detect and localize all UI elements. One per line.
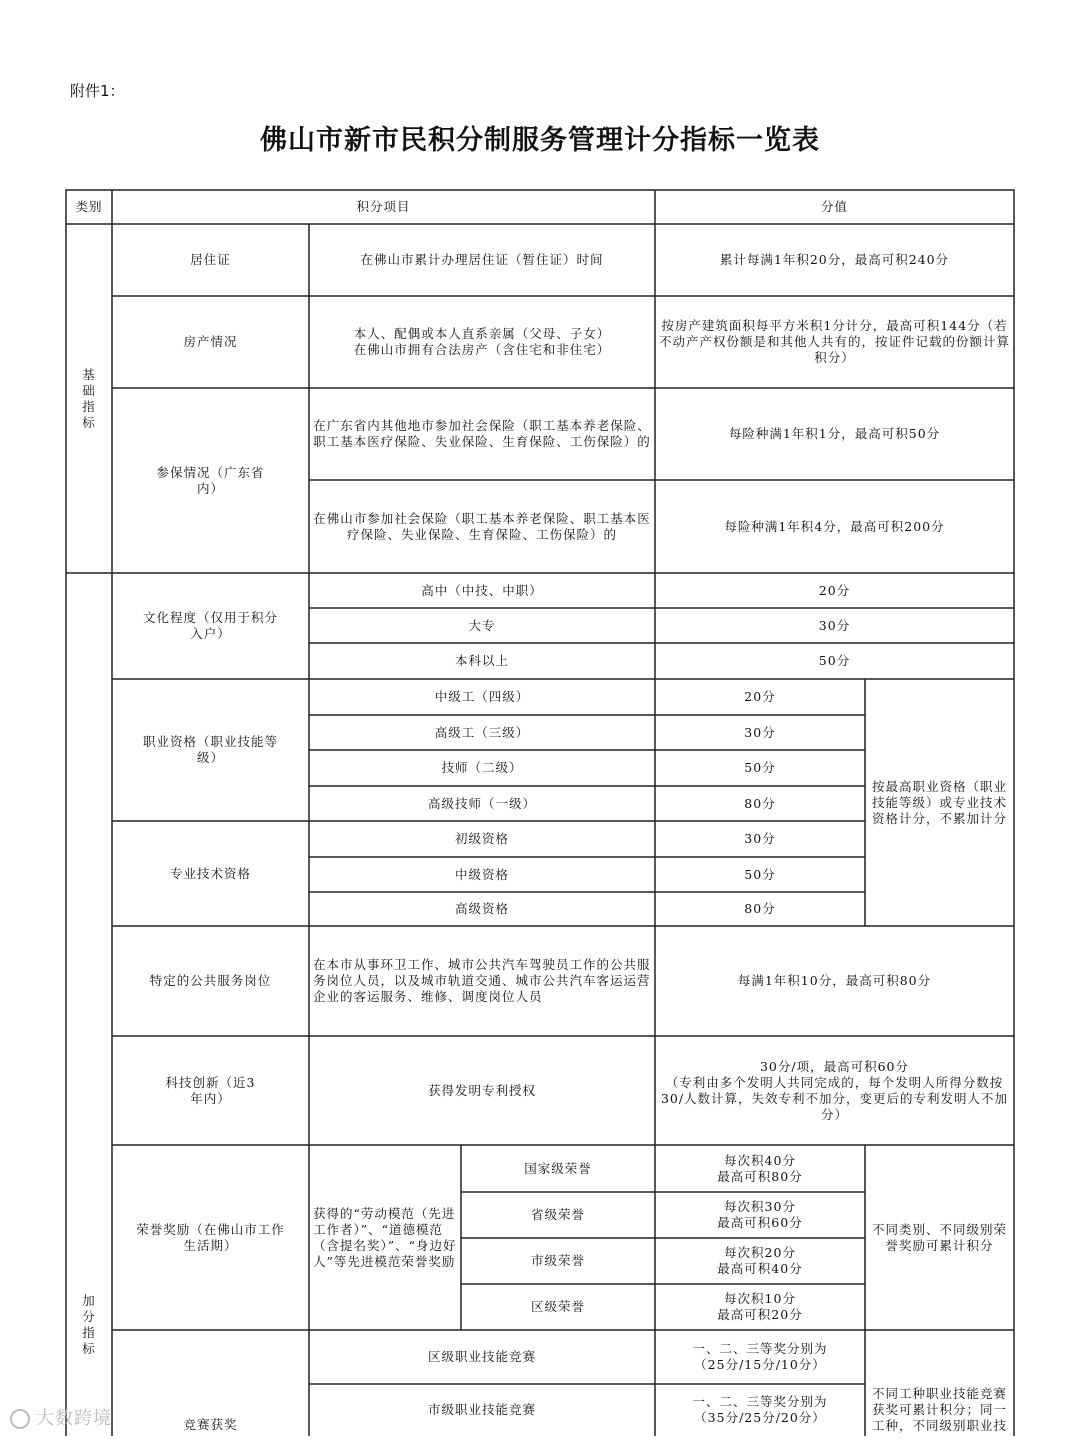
honor-score-4-line2: 最高可积20分 xyxy=(717,1307,803,1322)
header-item: 积分项目 xyxy=(356,199,411,214)
insurance-item-2: 在佛山市参加社会保险（职工基本养老保险、职工基本医疗保险、失业保险、生育保险、工伤保险）的 xyxy=(313,510,651,542)
honor-score-1-line2: 最高可积80分 xyxy=(717,1168,803,1184)
honor-score-4 xyxy=(655,1284,865,1330)
insurance-item-1: 在广东省内其他地市参加社会保险（职工基本养老保险、职工基本医疗保险、失业保险、生育保险、工伤保险）的 xyxy=(313,418,651,449)
header-score: 分值 xyxy=(820,199,848,214)
vocational-item-2: 高级工（三级） xyxy=(434,724,530,740)
page-title: 佛山市新市民积分制服务管理计分指标一览表 xyxy=(260,125,820,156)
competition-label: 竞赛获奖 xyxy=(183,1417,238,1432)
header-category: 类别 xyxy=(75,199,103,214)
innovation-item: 获得发明专利授权 xyxy=(427,1082,536,1098)
innovation-score xyxy=(655,1036,1014,1145)
insurance-score-1: 每险种满1年积1分，最高可积50分 xyxy=(728,426,941,441)
vocational-item-1: 中级工（四级） xyxy=(434,689,530,704)
competition-item-1: 区级职业技能竞赛 xyxy=(427,1349,536,1364)
vocational-score-2: 30分 xyxy=(744,724,776,740)
watermark-text: 大数跨境 xyxy=(36,1408,112,1429)
education-score-1: 20分 xyxy=(818,582,851,598)
property-label: 房产情况 xyxy=(183,334,238,349)
property-item: 本人、配偶或本人直系亲属（父母、子女）在佛山市拥有合法房产（含住宅和非住宅） xyxy=(353,326,611,357)
competition-item-2: 市级职业技能竞赛 xyxy=(427,1402,536,1417)
honor-score-3-line1: 每次积20分 xyxy=(724,1245,796,1260)
public-service-item: 在本市从事环卫工作、城市公共汽车驾驶员工作的公共服务岗位人员，以及城市轨道交通、城市公共汽车客运运营企业的客运服务、维修、调度岗位人员 xyxy=(313,957,651,1004)
honor-score-3-line2: 最高可积40分 xyxy=(717,1261,803,1276)
competition-score-2-line1: 一、二、三等奖分别为 xyxy=(692,1394,828,1409)
education-score-3: 50分 xyxy=(818,653,851,668)
honor-score-2-line2: 最高可积60分 xyxy=(717,1215,803,1230)
public-service-label: 特定的公共服务岗位 xyxy=(149,973,272,988)
professional-score-2: 50分 xyxy=(744,866,776,882)
professional-item-3: 高级资格 xyxy=(454,901,509,916)
education-item-2: 大专 xyxy=(468,617,496,633)
vocational-score-3: 50分 xyxy=(744,760,776,775)
honor-score-2-line1: 每次积30分 xyxy=(724,1199,796,1214)
professional-score-3: 80分 xyxy=(744,901,776,916)
vocational-score-1: 20分 xyxy=(744,689,776,704)
honor-level-3: 市级荣誉 xyxy=(530,1253,585,1268)
honor-score-3 xyxy=(655,1238,865,1284)
innovation-label: 科技创新（近3年内） xyxy=(165,1074,256,1106)
vocational-label: 职业资格（职业技能等级） xyxy=(142,734,278,765)
competition-score-1 xyxy=(655,1330,865,1384)
honor-note: 不同类别、不同级别荣誉奖励可累计积分 xyxy=(871,1221,1007,1253)
education-item-3: 本科以上 xyxy=(454,653,509,668)
honor-level-1: 国家级荣誉 xyxy=(524,1160,592,1176)
honor-label: 荣誉奖励（在佛山市工作生活期） xyxy=(136,1221,285,1253)
watermark-logo-icon xyxy=(10,1409,30,1429)
vocational-item-3: 技师（二级） xyxy=(441,760,523,775)
public-service-score: 每满1年积10分，最高可积80分 xyxy=(737,973,932,988)
competition-score-1-line2: （25分/15分/10分） xyxy=(694,1357,826,1372)
innovation-score-main: 30分/项，最高可积60分 xyxy=(759,1058,910,1074)
insurance-label: 参保情况（广东省内） xyxy=(156,464,265,496)
vocational-item-4: 高级技师（一级） xyxy=(427,795,536,811)
residence-item: 在佛山市累计办理居住证（暂住证）时间 xyxy=(360,252,604,267)
residence-score: 累计每满1年积20分，最高可积240分 xyxy=(719,252,950,267)
vocational-note: 按最高职业资格（职业技能等级）或专业技术资格计分，不累加计分 xyxy=(871,778,1007,826)
insurance-score-2: 每险种满1年积4分，最高可积200分 xyxy=(724,518,945,534)
professional-label: 专业技术资格 xyxy=(169,865,251,881)
professional-score-1: 30分 xyxy=(744,831,776,846)
vocational-score-4: 80分 xyxy=(744,795,776,811)
competition-note: 不同工种职业技能竞赛获奖可累计积分；同一工种，不同级别职业技 xyxy=(871,1386,1007,1433)
honor-score-1-line1: 每次积40分 xyxy=(724,1152,796,1168)
attachment-label: 附件1： xyxy=(70,82,125,100)
honor-description: 获得的“劳动模范（先进工作者）”、“道德模范（含提名奖）”、“身边好人”等先进模范荣誉奖励 xyxy=(313,1205,457,1269)
competition-score-2 xyxy=(655,1384,865,1436)
honor-score-4-line1: 每次积10分 xyxy=(724,1291,796,1306)
honor-level-4: 区级荣誉 xyxy=(530,1299,585,1314)
category-bonus: 加分指标 xyxy=(82,1293,96,1356)
innovation-score-note: （专利由多个发明人共同完成的，每个发明人所得分数按30/人数计算，失效专利不加分，变更后的专利发明人不加分） xyxy=(660,1074,1009,1122)
professional-item-2: 中级资格 xyxy=(454,866,509,882)
professional-item-1: 初级资格 xyxy=(454,831,509,846)
property-score: 按房产建筑面积每平方米积1分计分，最高可积144分（若不动产产权份额是和其他人共有的，按证件记载的份额计算积分） xyxy=(659,318,1011,365)
education-score-2: 30分 xyxy=(818,617,851,633)
honor-score-2 xyxy=(655,1192,865,1238)
watermark xyxy=(10,1404,112,1430)
competition-score-2-line2: （35分/25分/20分） xyxy=(694,1410,826,1425)
honor-level-2: 省级荣誉 xyxy=(530,1207,585,1222)
category-basic: 基础指标 xyxy=(82,366,96,430)
residence-label: 居住证 xyxy=(190,252,231,267)
competition-score-1-line1: 一、二、三等奖分别为 xyxy=(692,1341,828,1356)
education-item-1: 高中（中技、中职） xyxy=(421,582,543,598)
honor-score-1 xyxy=(655,1145,865,1192)
education-label: 文化程度（仅用于积分入户） xyxy=(142,610,278,641)
